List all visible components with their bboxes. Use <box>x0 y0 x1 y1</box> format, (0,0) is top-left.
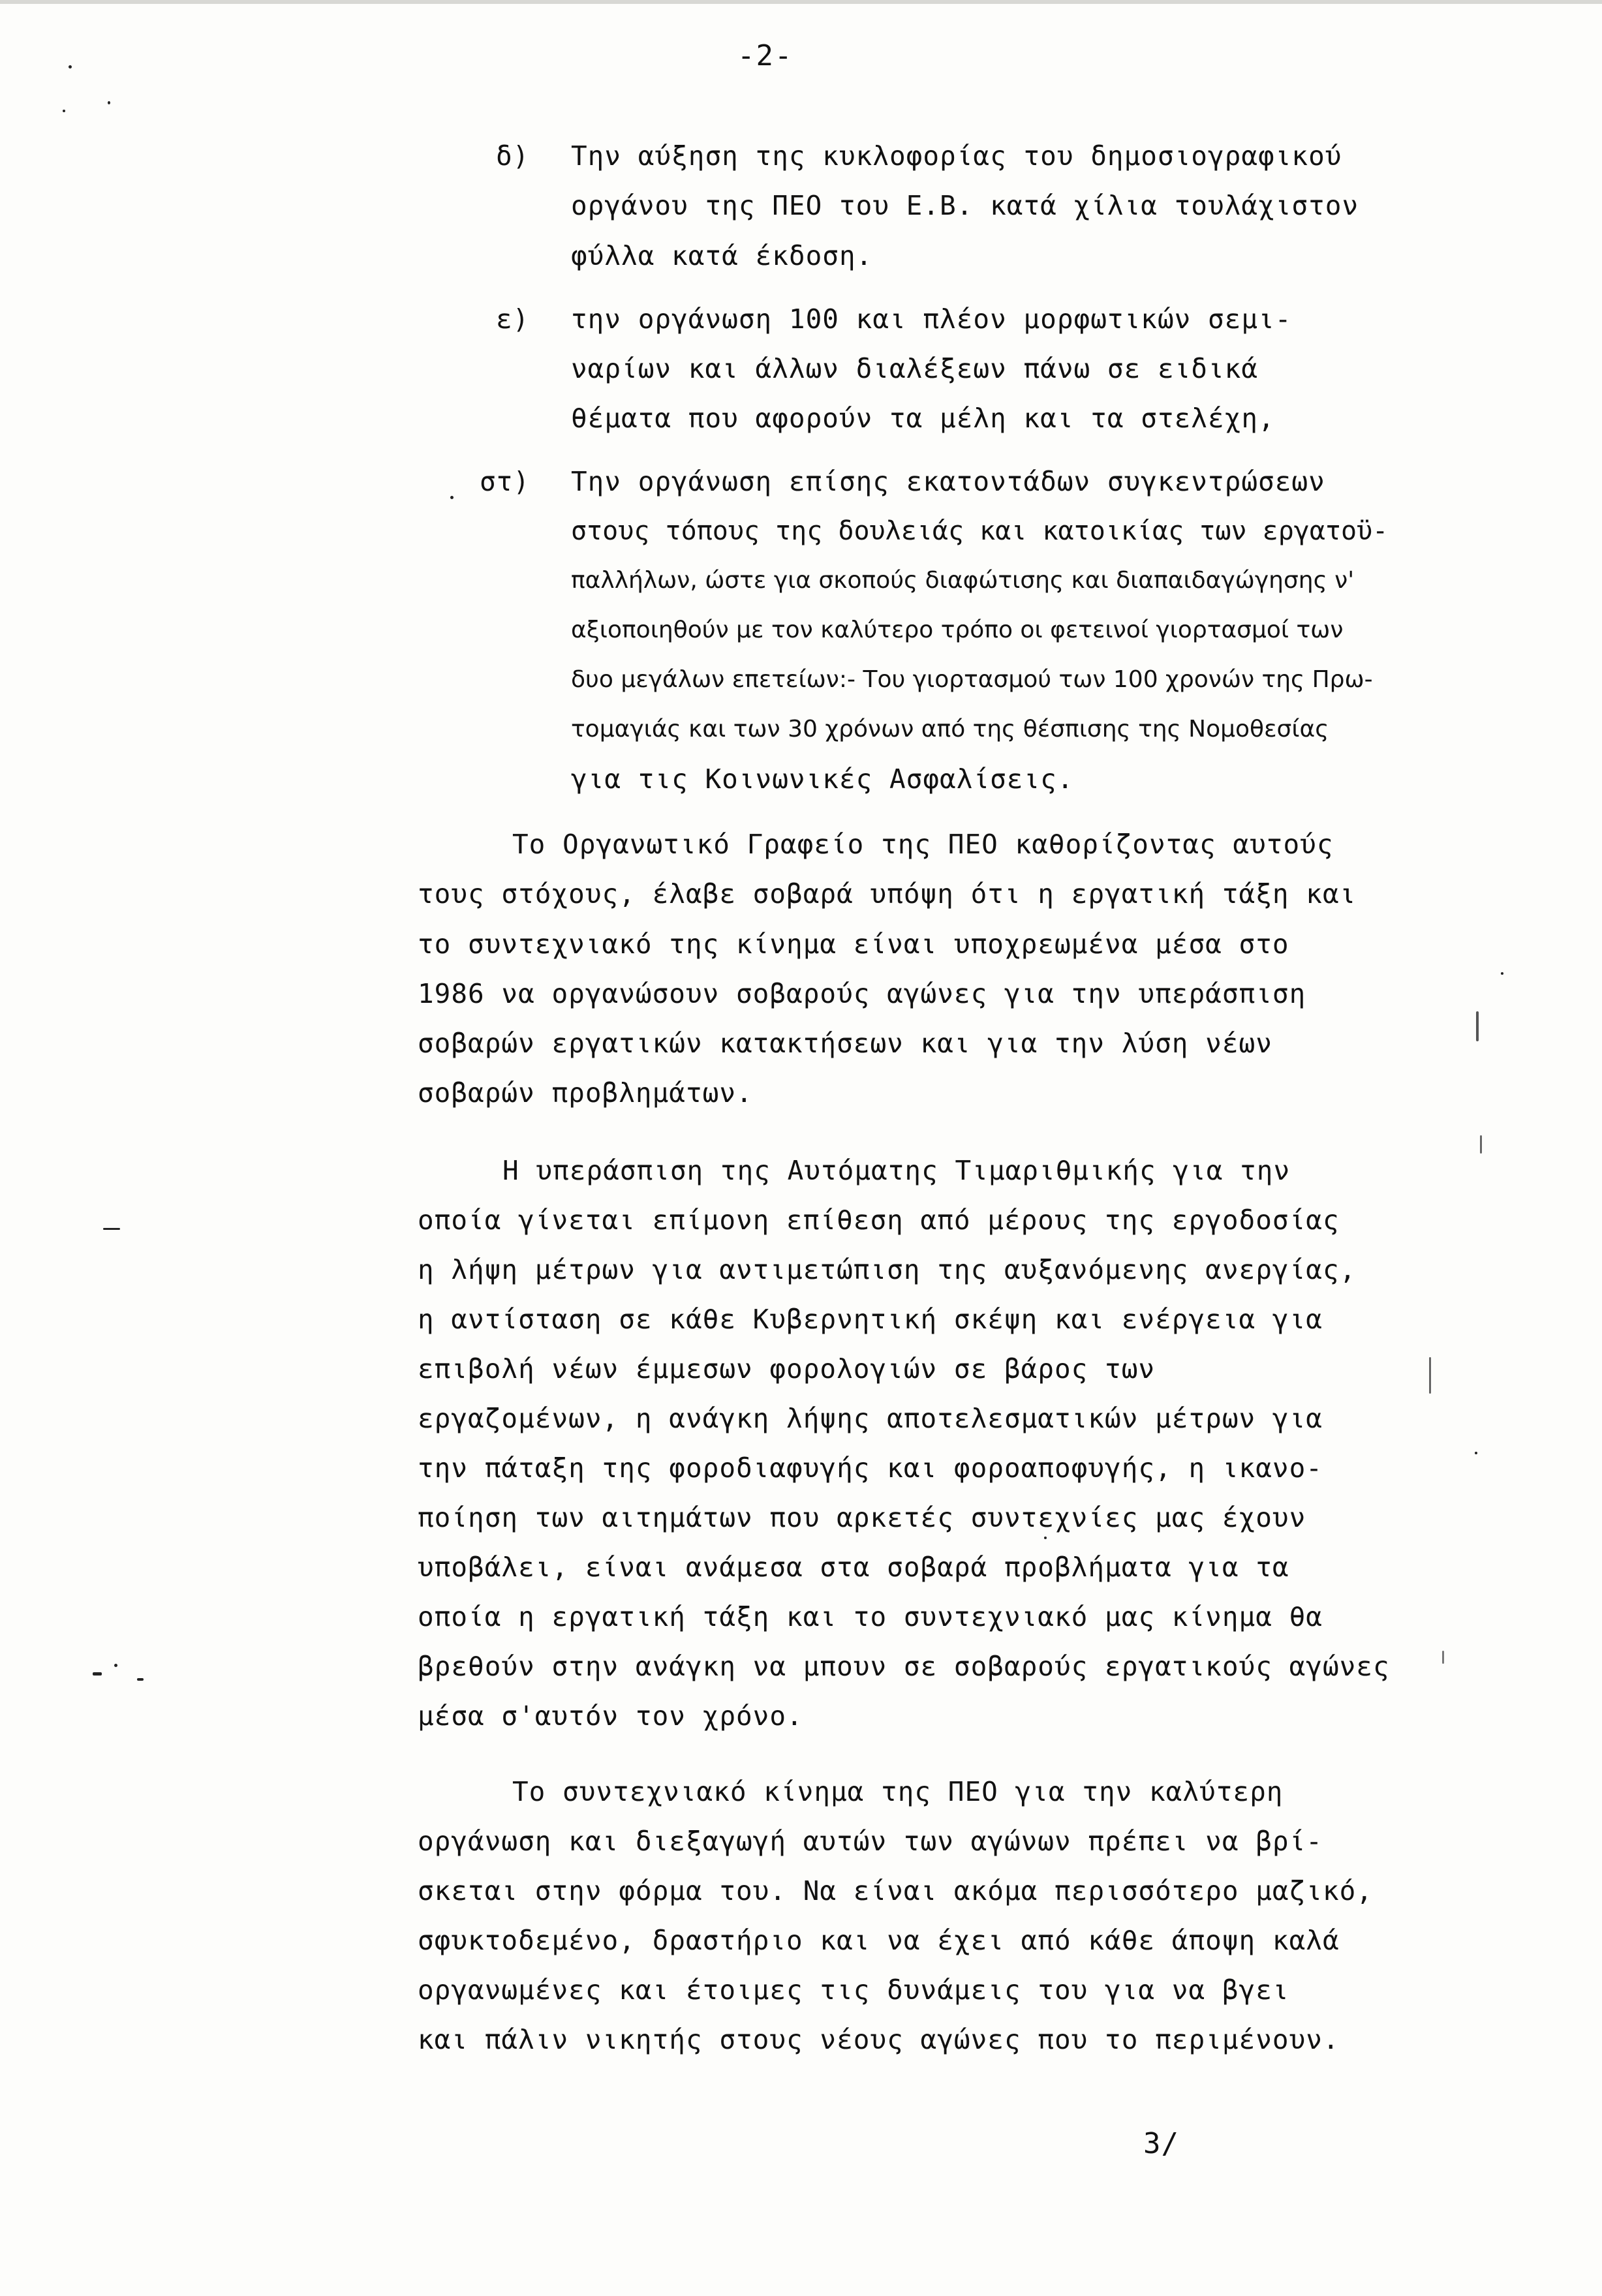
item-line: οργάνου της ΠΕΟ του Ε.Β. κατά χίλια τουλάχιστον <box>571 190 1359 221</box>
item-line: στους τόπους της δουλειάς και κατοικίας των εργατοϋ- <box>571 516 1389 546</box>
paragraph-line: οργανωμένες και έτοιμες τις δυνάμεις του για να βγει <box>418 1974 1289 2006</box>
item-line: Την αύξηση της κυκλοφορίας του δημοσιογραφικού <box>571 140 1342 172</box>
paragraph-line: Το συντεχνιακό κίνημα της ΠΕΟ για την καλύτερη <box>512 1776 1284 1807</box>
item-line: δυο μεγάλων επετείων:- Του γιορτασμού των 100 χρονών της Πρω- <box>571 666 1373 693</box>
paragraph-line: επιβολή νέων έμμεσων φορολογιών σε βάρος των <box>418 1353 1156 1385</box>
paragraph-line: η αντίσταση σε κάθε Κυβερνητική σκέψη και ενέργεια για <box>418 1304 1323 1335</box>
paragraph-line: υποβάλει, είναι ανάμεσα στα σοβαρά προβλήματα για τα <box>418 1552 1289 1583</box>
scan-speck <box>1501 972 1503 975</box>
paragraph-line: και πάλιν νικητής στους νέους αγώνες που το περιμένουν. <box>418 2024 1340 2055</box>
paragraph-line: οργάνωση και διεξαγωγή αυτών των αγώνων πρέπει να βρί- <box>418 1826 1323 1857</box>
paragraph-line: σφυκτοδεμένο, δραστήριο και να έχει από κάθε άποψη καλά <box>418 1925 1340 1956</box>
scan-speck <box>103 1228 120 1230</box>
paragraph-line: σοβαρών προβλημάτων. <box>418 1077 753 1109</box>
item-line: Την οργάνωση επίσης εκατοντάδων συγκεντρώσεων <box>571 466 1325 497</box>
paragraph-line: μέσα σ'αυτόν τον χρόνο. <box>418 1700 803 1732</box>
scan-speck <box>63 110 65 112</box>
scan-edge <box>0 0 1602 4</box>
item-line: την οργάνωση 100 και πλέον μορφωτικών σεμι- <box>571 303 1292 335</box>
item-label: δ) <box>496 140 530 172</box>
paragraph-line: οποία γίνεται επίμονη επίθεση από μέρους της εργοδοσίας <box>418 1204 1340 1236</box>
paragraph-line: Η υπεράσπιση της Αυτόματης Τιμαριθμικής για την <box>502 1155 1291 1186</box>
scan-speck <box>108 101 110 104</box>
paragraph-line: τους στόχους, έλαβε σοβαρά υπόψη ότι η εργατική τάξη και <box>418 878 1357 910</box>
item-label: στ) <box>480 466 531 497</box>
scan-speck <box>1044 1537 1047 1539</box>
paragraph-line: οποία η εργατική τάξη και το συντεχνιακό μας κίνημα θα <box>418 1601 1323 1632</box>
paragraph-line: Το Οργανωτικό Γραφείο της ΠΕΟ καθορίζοντας αυτούς <box>512 829 1334 860</box>
next-page-marker: 3/ <box>1143 2127 1179 2160</box>
item-line: ναρίων και άλλων διαλέξεων πάνω σε ειδικά <box>571 353 1259 384</box>
item-line: για τις Κοινωνικές Ασφαλίσεις. <box>571 763 1074 795</box>
scan-speck <box>93 1672 102 1676</box>
item-label: ε) <box>496 303 530 335</box>
item-line: παλλήλων, ώστε για σκοπούς διαφώτισης και διαπαιδαγώγησης ν' <box>571 567 1355 594</box>
scan-speck <box>114 1664 117 1667</box>
paragraph-line: σοβαρών εργατικών κατακτήσεων και για την λύση νέων <box>418 1028 1272 1059</box>
paragraph-line: 1986 να οργανώσουν σοβαρούς αγώνες για την υπεράσπιση <box>418 978 1306 1009</box>
paragraph-line: εργαζομένων, η ανάγκη λήψης αποτελεσματικών μέτρων για <box>418 1403 1323 1434</box>
scan-speck <box>1475 1452 1477 1454</box>
paragraph-line: το συντεχνιακό της κίνημα είναι υποχρεωμένα μέσα στο <box>418 928 1289 960</box>
scan-speck <box>1480 1135 1482 1154</box>
scan-speck <box>450 496 454 499</box>
item-line: τομαγιάς και των 30 χρόνων από της θέσπισης της Νομοθεσίας <box>571 716 1329 742</box>
paragraph-line: σκεται στην φόρμα του. Να είναι ακόμα περισσότερο μαζικό, <box>418 1875 1373 1906</box>
paragraph-line: βρεθούν στην ανάγκη να μπουν σε σοβαρούς εργατικούς αγώνες <box>418 1651 1390 1682</box>
scan-speck <box>1442 1651 1444 1664</box>
scan-speck <box>69 65 72 69</box>
scan-speck <box>1476 1011 1479 1041</box>
item-line: θέματα που αφορούν τα μέλη και τα στελέχη, <box>571 403 1275 434</box>
paragraph-line: την πάταξη της φοροδιαφυγής και φοροαποφυγής, η ικανο- <box>418 1452 1323 1484</box>
page-number: -2- <box>737 39 793 72</box>
paragraph-line: ποίηση των αιτημάτων που αρκετές συντεχνίες μας έχουν <box>418 1502 1306 1533</box>
scan-speck <box>137 1678 144 1681</box>
item-line: αξιοποιηθούν με τον καλύτερο τρόπο οι φετεινοί γιορτασμοί των <box>571 617 1344 643</box>
paragraph-line: η λήψη μέτρων για αντιμετώπιση της αυξανόμενης ανεργίας, <box>418 1254 1357 1285</box>
scan-speck <box>1429 1357 1431 1394</box>
item-line: φύλλα κατά έκδοση. <box>571 240 873 271</box>
